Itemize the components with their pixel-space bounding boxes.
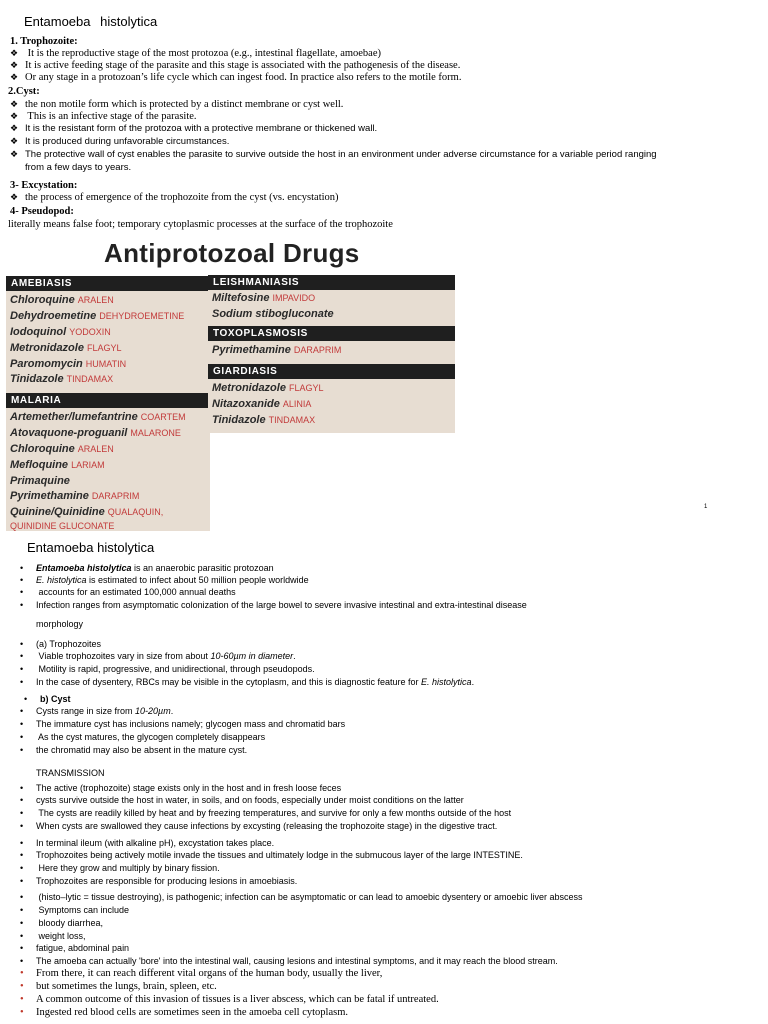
diamond-bullet-icon: ❖: [10, 49, 19, 59]
drug-item: Pyrimethamine DARAPRIM: [212, 344, 342, 356]
list-item: • From there, it can reach different vital organs of the human body, usually the liver,: [20, 968, 383, 979]
list-item: ❖ It is the reproductive stage of the most protozoa (e.g., intestinal flagellate, amoebae): [10, 48, 381, 59]
malaria-header: MALARIA: [6, 393, 210, 408]
transmission-heading: TRANSMISSION: [36, 768, 105, 778]
section-title: Entamoeba histolytica: [27, 540, 155, 555]
diamond-bullet-icon: ❖: [10, 193, 19, 203]
list-item: ❖ the process of emergence of the trophozoite from the cyst (vs. encystation): [10, 192, 339, 203]
drug-item: Atovaquone-proguanil MALARONE: [10, 427, 181, 439]
drug-item-continuation: QUINIDINE GLUCONATE: [10, 521, 115, 531]
leishmaniasis-header: LEISHMANIASIS: [208, 275, 455, 290]
drug-item: Chloroquine ARALEN: [10, 294, 114, 306]
list-item-continuation: from a few days to years.: [25, 162, 132, 173]
drug-item: Chloroquine ARALEN: [10, 443, 114, 455]
list-item: ❖ It is produced during unfavorable circumstances.: [10, 136, 230, 147]
drug-item: Tinidazole TINDAMAX: [10, 373, 114, 385]
list-item: • Cysts range in size from 10-20µm.: [20, 706, 174, 716]
list-item: • b) Cyst: [24, 694, 71, 704]
list-item: • Ingested red blood cells are sometimes seen in the amoeba cell cytoplasm.: [20, 1007, 348, 1018]
list-item: • The amoeba can actually 'bore' into the intestinal wall, causing lesions and intestinal symptoms, and it may reach the blood stream.: [20, 956, 558, 966]
drug-item: Metronidazole FLAGYL: [212, 382, 324, 394]
list-item: • As the cyst matures, the glycogen completely disappears: [20, 732, 266, 742]
diamond-bullet-icon: ❖: [10, 61, 19, 71]
diamond-bullet-icon: ❖: [10, 150, 19, 160]
list-item: • Infection ranges from asymptomatic colonization of the large bowel to severe invasive intestinal and extra-intestinal disease: [20, 600, 527, 610]
drug-item: Paromomycin HUMATIN: [10, 358, 127, 370]
list-item: • The cysts are readily killed by heat and by freezing temperatures, and survive for only a few months outside of the host: [20, 808, 512, 818]
pseudopod-text: literally means false foot; temporary cytoplasmic processes at the surface of the trophozoite: [8, 219, 393, 230]
page-title: Entamoeba histolytica: [24, 14, 158, 29]
drug-item: Dehydroemetine DEHYDROEMETINE: [10, 310, 185, 322]
list-item: ❖ It is the resistant form of the protozoa with a protective membrane or thickened wall.: [10, 123, 378, 134]
list-item: • E. histolytica is estimated to infect about 50 million people worldwide: [20, 575, 309, 585]
drug-item: Tinidazole TINDAMAX: [212, 414, 316, 426]
list-item: • In terminal ileum (with alkaline pH), excystation takes place.: [20, 838, 275, 848]
diamond-bullet-icon: ❖: [10, 100, 19, 110]
list-item: ❖ the non motile form which is protected by a distinct membrane or cyst well.: [10, 99, 344, 110]
list-item: • cysts survive outside the host in water, in soils, and on foods, especially under moist conditions on the latter: [20, 795, 464, 805]
excystation-heading: 3- Excystation:: [10, 180, 78, 191]
list-item: • (a) Trophozoites: [20, 639, 102, 649]
list-item: • (histo–lytic = tissue destroying), is pathogenic; infection can be asymptomatic or can lead to amoebic dysentery or amoebic liver abscess: [20, 892, 583, 902]
drug-item: Sodium stibogluconate: [212, 308, 334, 320]
drug-item: Mefloquine LARIAM: [10, 459, 105, 471]
list-item: • A common outcome of this invasion of tissues is a liver abscess, which can be fatal if untreated.: [20, 994, 439, 1005]
diamond-bullet-icon: ❖: [10, 112, 19, 122]
list-item: ❖ The protective wall of cyst enables the parasite to survive outside the host in an environment under adverse circumstance for a variable period ranging: [10, 149, 657, 160]
list-item: • The active (trophozoite) stage exists only in the host and in fresh loose feces: [20, 783, 342, 793]
list-item: • accounts for an estimated 100,000 annual deaths: [20, 587, 236, 597]
list-item: ❖ Or any stage in a protozoan’s life cycle which can ingest food. In practice also refers to the motile form.: [10, 72, 462, 83]
diamond-bullet-icon: ❖: [10, 73, 19, 83]
list-item: • The immature cyst has inclusions namely; glycogen mass and chromatid bars: [20, 719, 346, 729]
list-item: • the chromatid may also be absent in the mature cyst.: [20, 745, 248, 755]
trophozoite-heading: 1. Trophozoite:: [10, 36, 78, 47]
list-item: • Symptoms can include: [20, 905, 130, 915]
drug-item: Pyrimethamine DARAPRIM: [10, 490, 140, 502]
list-item: • Trophozoites being actively motile invade the tissues and ultimately lodge in the submucous layer of the large INTESTINE.: [20, 850, 523, 860]
list-item: • Here they grow and multiply by binary fission.: [20, 863, 220, 873]
cyst-heading: 2.Cyst:: [8, 86, 40, 97]
drugs-title: Antiprotozoal Drugs: [104, 238, 360, 268]
list-item: • weight loss,: [20, 931, 86, 941]
amebiasis-header: AMEBIASIS: [6, 276, 210, 291]
drug-item: Nitazoxanide ALINIA: [212, 398, 312, 410]
list-item: • When cysts are swallowed they cause infections by excysting (releasing the trophozoite stage) in the digestive tract.: [20, 821, 498, 831]
drug-item: Primaquine: [10, 475, 70, 487]
drug-item: Quinine/Quinidine QUALAQUIN,: [10, 506, 164, 518]
diamond-bullet-icon: ❖: [10, 137, 19, 147]
diamond-bullet-icon: ❖: [10, 124, 19, 134]
page-number: 1: [704, 504, 708, 510]
list-item: • Entamoeba histolytica is an anaerobic parasitic protozoan: [20, 563, 274, 573]
toxoplasmosis-header: TOXOPLASMOSIS: [208, 326, 455, 341]
pseudopod-heading: 4- Pseudopod:: [10, 206, 74, 217]
list-item: • but sometimes the lungs, brain, spleen, etc.: [20, 981, 217, 992]
list-item: • fatigue, abdominal pain: [20, 943, 130, 953]
drug-item: Iodoquinol YODOXIN: [10, 326, 111, 338]
list-item: • Viable trophozoites vary in size from about 10-60µm in diameter.: [20, 651, 296, 661]
giardiasis-header: GIARDIASIS: [208, 364, 455, 379]
list-item: • Motility is rapid, progressive, and unidirectional, through pseudopods.: [20, 664, 315, 674]
list-item: ❖ This is an infective stage of the parasite.: [10, 111, 197, 122]
drug-item: Metronidazole FLAGYL: [10, 342, 122, 354]
list-item: • Trophozoites are responsible for producing lesions in amoebiasis.: [20, 876, 298, 886]
list-item: • In the case of dysentery, RBCs may be visible in the cytoplasm, and this is diagnostic feature for E. histolytica.: [20, 677, 475, 687]
morphology-heading: morphology: [36, 619, 84, 629]
drug-item: Artemether/lumefantrine COARTEM: [10, 411, 186, 423]
drug-item: Miltefosine IMPAVIDO: [212, 292, 316, 304]
list-item: • bloody diarrhea,: [20, 918, 104, 928]
list-item: ❖ It is active feeding stage of the parasite and this stage is associated with the pathogenesis of the disease.: [10, 60, 461, 71]
